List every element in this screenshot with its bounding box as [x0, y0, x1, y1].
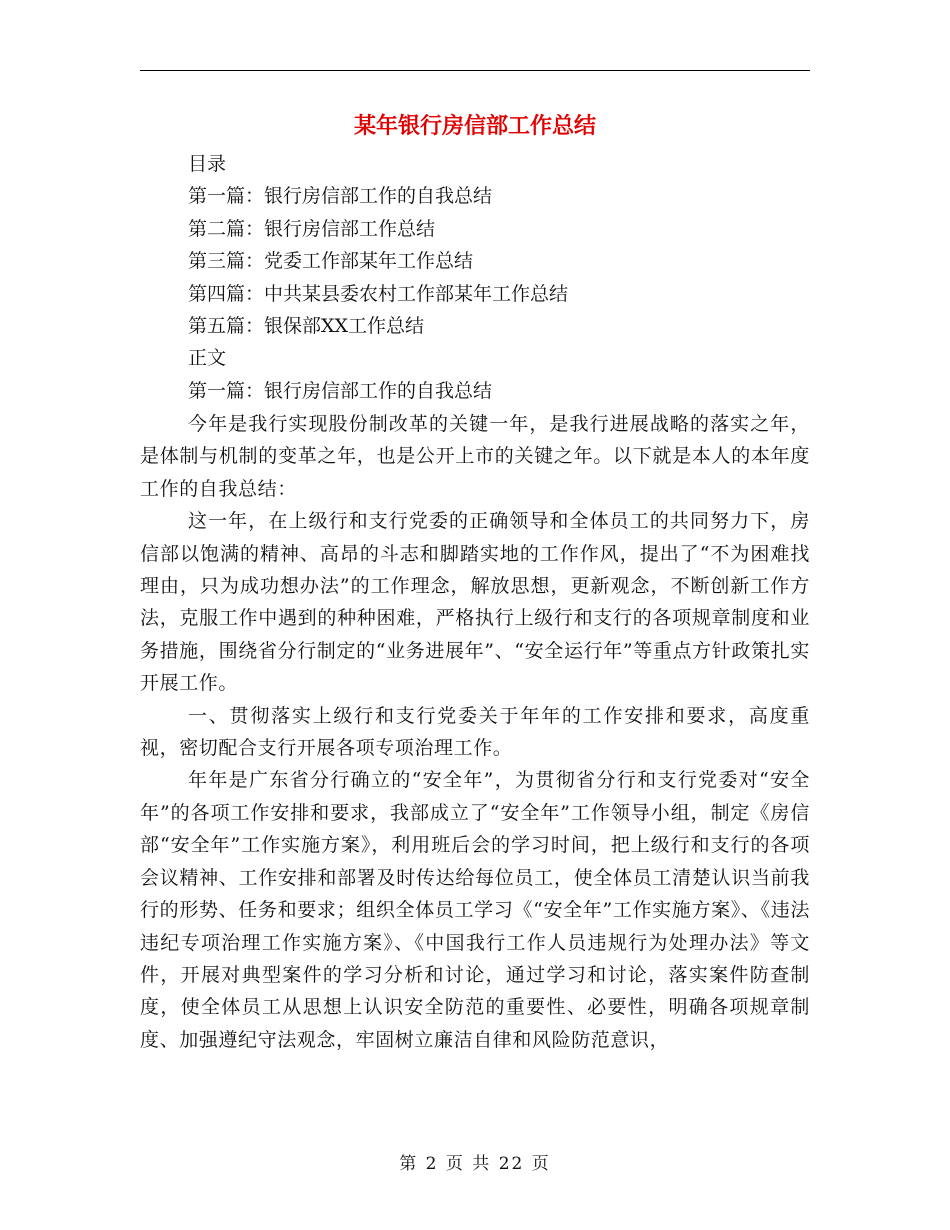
table-of-contents — [140, 148, 810, 407]
toc-item[interactable]: 第一篇：银行房信部工作的自我总结 — [188, 185, 493, 208]
paragraph: 年年是广东省分行确立的“安全年”，为贯彻省分行和支行党委对“安全年”的各项工作安排和要求，我部成立了“安全年”工作领导小组，制定《房信部“安全年”工作实施方案》，利用班后会的学习时间，把上级行和支行的各项会议精神、工作安排和部署及时传达给每位员工，使全体员工清楚认识当前我行的形势、任务和要求；组织全体员工学习《“安全年”工作实施方案》、《违法违纪专项治理工作实施方案》、《中国我行工作人员违规行为处理办法》等文件，开展对典型案件的学习分析和讨论，通过学习和讨论，落实案件防查制度，使全体员工从思想上认识安全防范的重要性、必要性，明确各项规章制度、加强遵纪守法观念，牢固树立廉洁自律和风险防范意识， — [140, 769, 810, 1051]
toc-heading: 目录 — [188, 153, 227, 175]
page-number: 第 2 页 共 22 页 — [399, 1154, 551, 1174]
body-heading: 正文 — [188, 347, 227, 370]
header-rule — [140, 70, 810, 71]
toc-item[interactable]: 第四篇：中共某县委农村工作部某年工作总结 — [188, 282, 569, 305]
toc-item[interactable]: 第三篇：党委工作部某年工作总结 — [188, 250, 474, 273]
paragraph: 今年是我行实现股份制改革的关键一年，是我行进展战略的落实之年，是体制与机制的变革之年，也是公开上市的关键之年。以下就是本人的本年度工作的自我总结： — [140, 413, 810, 500]
toc-item[interactable]: 第五篇：银保部XX工作总结 — [188, 315, 425, 338]
document-title: 某年银行房信部工作总结 — [353, 113, 596, 139]
paragraph: 一、贯彻落实上级行和支行党委关于年年的工作安排和要求，高度重视，密切配合支行开展各项专项治理工作。 — [140, 704, 810, 760]
document-body — [140, 408, 810, 1056]
toc-item[interactable]: 第二篇：银行房信部工作总结 — [188, 217, 436, 240]
section-title: 第一篇：银行房信部工作的自我总结 — [188, 379, 493, 402]
paragraph: 这一年，在上级行和支行党委的正确领导和全体员工的共同努力下，房信部以饱满的精神、高昂的斗志和脚踏实地的工作作风，提出了“不为困难找理由，只为成功想办法”的工作理念，解放思想，更新观念，不断创新工作方法，克服工作中遇到的种种困难，严格执行上级行和支行的各项规章制度和业务措施，围绕省分行制定的“业务进展年”、“安全运行年”等重点方针政策扎实开展工作。 — [140, 510, 810, 695]
